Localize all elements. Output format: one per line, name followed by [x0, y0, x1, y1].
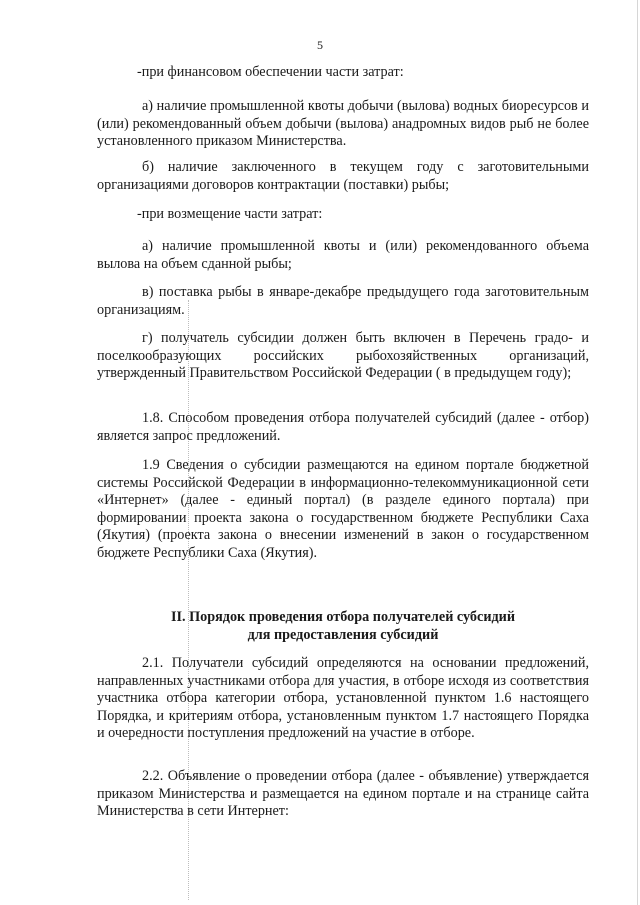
paragraph-1-8: 1.8. Способом проведения отбора получателей субсидий (далее - отбор) является запрос предложений.: [97, 410, 589, 444]
paragraph-item-a-quota: а) наличие промышленной квоты добычи (вылова) водных биоресурсов и (или) рекомендованный объем добычи (вылова) анадромных видов рыб не более установленного приказом Министерства.: [97, 98, 589, 149]
section-heading-line1: II. Порядок проведения отбора получателей субсидий: [170, 609, 516, 625]
paragraph-1-9: 1.9 Сведения о субсидии размещаются на едином портале бюджетной системы Российской Федерации в информационно-телекоммуникационной сети «Интернет» (далее - единый портал) (в разделе единого портала) при формировании проекта закона о государственном бюджете Республики Саха (Якутия) (проекта закона о внесении изменений в закон о государственном бюджете Республики Саха (Якутия).: [97, 457, 589, 561]
scan-edge-line: [637, 0, 638, 905]
page-number: 5: [317, 38, 323, 52]
section-heading-line2: для предоставления субсидий: [247, 627, 439, 643]
paragraph-2-1: 2.1. Получатели субсидий определяются на основании предложений, направленных участниками отбора для участия, в отборе исходя из соответствия участника отбора категории отбора, установленной пунктом 1.6 настоящего Порядка, и критериям отбора, установленным пунктом 1.7 настоящего Порядка и очередности поступления предложений на участие в отборе.: [97, 655, 589, 741]
paragraph-item-g-recipient: г) получатель субсидии должен быть включен в Перечень градо- и поселкообразующих российских рыбохозяйственных организаций, утвержденный Правительством Российской Федерации ( в предыдущем году);: [97, 330, 589, 381]
paragraph-item-b-contracts: б) наличие заключенного в текущем году с заготовительными организациями договоров контрактации (поставки) рыбы;: [97, 159, 589, 193]
paragraph-reimbursement-header: -при возмещение части затрат:: [137, 206, 323, 222]
paragraph-2-2: 2.2. Объявление о проведении отбора (далее - объявление) утверждается приказом Министерства и размещается на едином портале и на странице сайта Министерства в сети Интернет:: [97, 768, 589, 819]
paragraph-item-v-supply: в) поставка рыбы в январе-декабре предыдущего года заготовительным организациям.: [97, 284, 589, 318]
paragraph-financing-header: -при финансовом обеспечении части затрат:: [137, 64, 404, 80]
paragraph-item-a-catch: а) наличие промышленной квоты и (или) рекомендованного объема вылова на объем сданной рыбы;: [97, 238, 589, 272]
section-heading: [97, 608, 589, 644]
